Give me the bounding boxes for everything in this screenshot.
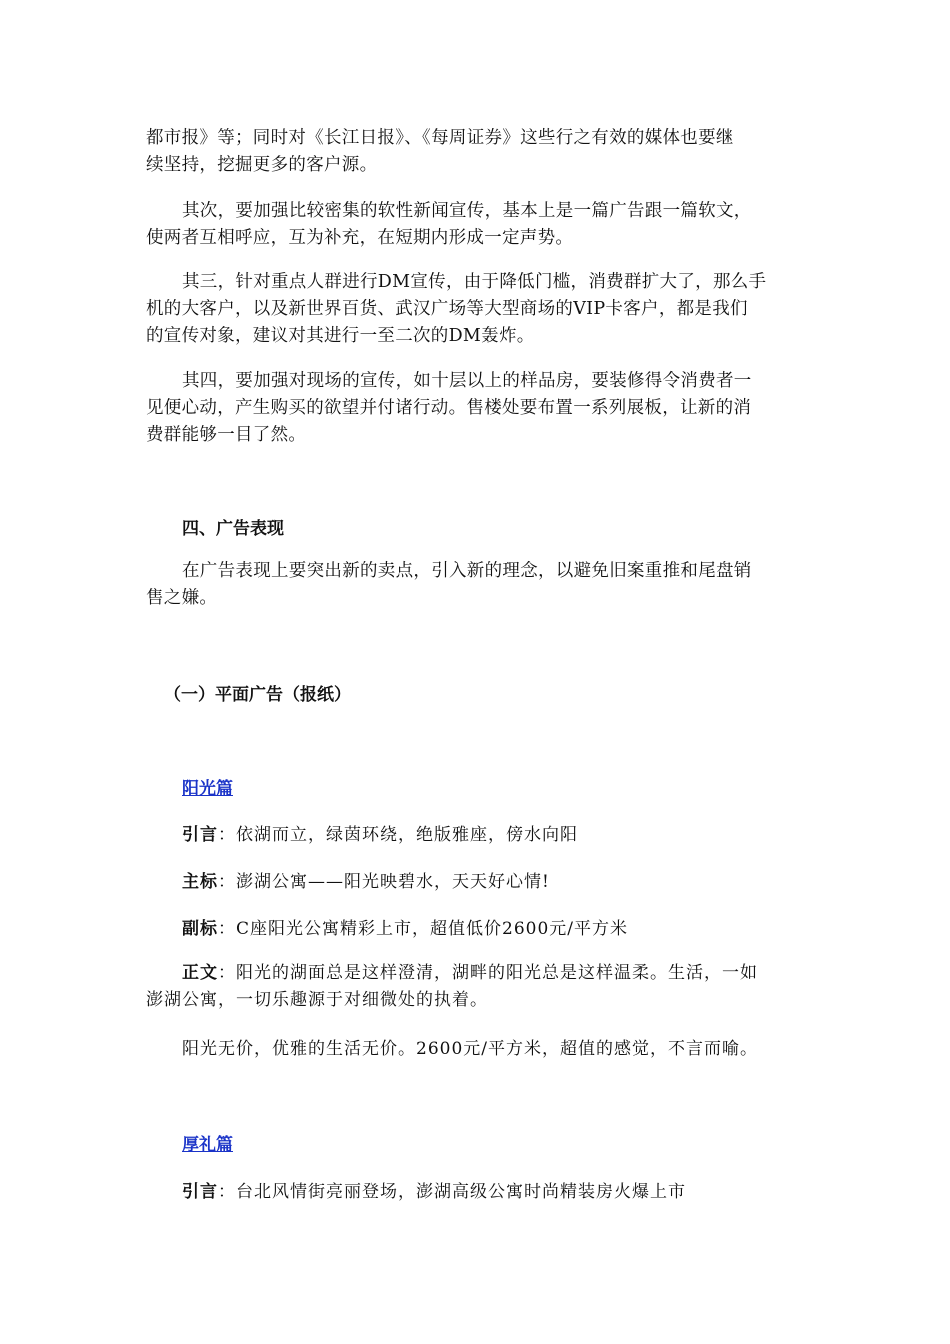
text-line: 费群能够一目了然。 (146, 425, 307, 445)
sunshine-subtitle (182, 914, 628, 939)
paragraph-second (146, 198, 806, 252)
subtitle-label: 副标 (182, 919, 218, 939)
sunshine-body (146, 960, 806, 1014)
main-title-text: ：澎湖公寓——阳光映碧水，天天好心情! (218, 872, 550, 892)
text-line: 机的大客户，以及新世界百货、武汉广场等大型商场的VIP卡客户，都是我们 (146, 299, 748, 319)
subsection-heading-print-ads: （一）平面广告（报纸） (164, 685, 351, 705)
paragraph-media-continuation (146, 125, 806, 179)
text-line: 其次，要加强比较密集的软性新闻宣传，基本上是一篇广告跟一篇软文， (182, 201, 752, 221)
lead-label: 引言 (182, 1182, 218, 1202)
lead-label: 引言 (182, 825, 218, 845)
sunshine-body-second: 阳光无价，优雅的生活无价。2600元/平方米，超值的感觉，不言而喻。 (182, 1039, 758, 1059)
text-line: 续坚持，挖掘更多的客户源。 (146, 155, 378, 175)
text-line: 使两者互相呼应，互为补充，在短期内形成一定声势。 (146, 228, 574, 248)
lead-text: ：依湖而立，绿茵环绕，绝版雅座，傍水向阳 (218, 825, 578, 845)
subtitle-text: ：C座阳光公寓精彩上市，超值低价2600元/平方米 (218, 919, 628, 939)
sunshine-lead (182, 820, 578, 845)
text-line: 见便心动，产生购买的欲望并付诸行动。售楼处要布置一系列展板，让新的消 (146, 398, 752, 418)
text-line: 都市报》等；同时对《长江日报》、《每周证券》这些行之有效的媒体也要继 (146, 128, 734, 148)
sunshine-main-title (182, 867, 550, 892)
lead-text: ：台北风情街亮丽登场，澎湖高级公寓时尚精装房火爆上市 (218, 1182, 686, 1202)
section-heading-ad-expression: 四、广告表现 (182, 519, 284, 539)
text-line: 其四，要加强对现场的宣传，如十层以上的样品房，要装修得令消费者一 (182, 371, 752, 391)
text-line: 在广告表现上要突出新的卖点，引入新的理念，以避免旧案重推和尾盘销 (182, 561, 752, 581)
text-line: 的宣传对象，建议对其进行一至二次的DM轰炸。 (146, 326, 535, 346)
text-line: 澎湖公寓，一切乐趣源于对细微处的执着。 (146, 990, 488, 1010)
gift-lead (182, 1177, 686, 1202)
section-intro (146, 558, 806, 612)
paragraph-fourth (146, 368, 806, 449)
text-line: 售之嫌。 (146, 588, 218, 608)
text-line: ：阳光的湖面总是这样澄清，湖畔的阳光总是这样温柔。生活，一如 (218, 963, 758, 983)
text-line: 其三，针对重点人群进行DM宣传，由于降低门槛，消费群扩大了，那么手 (182, 272, 767, 292)
sunshine-ad-link[interactable]: 阳光篇 (182, 779, 233, 799)
gift-ad-link[interactable]: 厚礼篇 (182, 1135, 233, 1155)
main-title-label: 主标 (182, 872, 218, 892)
body-label: 正文 (182, 963, 218, 983)
paragraph-third (146, 269, 806, 350)
